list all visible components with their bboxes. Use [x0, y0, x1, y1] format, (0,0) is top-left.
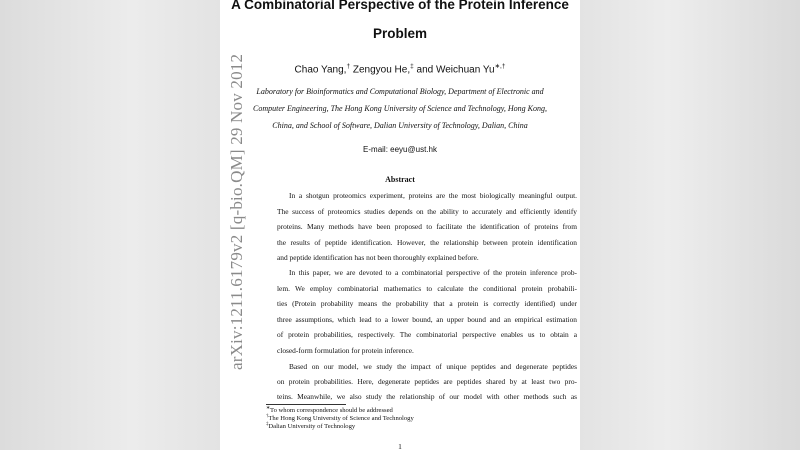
body-line: of protein probabilities, respectively. The combinatorial perspective enables us to obtain a — [277, 330, 577, 339]
arxiv-identifier-stamp: arXiv:1211.6179v2 [q-bio.QM] 29 Nov 2012 — [227, 53, 246, 370]
affiliation-line-3: China, and School of Software, Dalian University of Technology, Dalian, China — [272, 121, 528, 130]
body-line: The success of proteomics studies depends on the ability to accurately and efficiently identify — [277, 207, 577, 216]
author-3: and Weichuan Yu — [413, 64, 495, 76]
affiliation-line-1: Laboratory for Bioinformatics and Computational Biology, Department of Electronic and — [256, 87, 544, 96]
body-line: the results of peptide identification. However, the relationship between protein identification — [277, 238, 577, 247]
author-1: Chao Yang, — [294, 64, 347, 76]
body-line: In this paper, we are devoted to a combinatorial perspective of the protein inference prob- — [289, 268, 577, 277]
author-list — [220, 62, 580, 75]
author-3-mark: ∗,† — [494, 63, 506, 70]
page-number: 1 — [398, 442, 402, 450]
author-2-mark: ‡ — [410, 63, 414, 70]
affiliation-line-2: Computer Engineering, The Hong Kong University of Science and Technology, Hong Kong, — [253, 104, 547, 113]
background-right — [580, 0, 800, 450]
contact-email: E-mail: eeyu@ust.hk — [363, 145, 437, 154]
body-line: proteins. Many methods have been proposed to facilitate the identification of proteins from — [277, 222, 577, 231]
paper-title-line-1: A Combinatorial Perspective of the Protein Inference — [231, 0, 569, 12]
body-line: lem. We employ combinatorial mathematics to calculate the conditional protein probabili- — [277, 284, 577, 293]
author-2: Zengyou He, — [350, 64, 411, 76]
paper-page — [220, 0, 580, 450]
author-1-mark: † — [346, 63, 351, 70]
body-line: In a shotgun proteomics experiment, proteins are the most biologically meaningful output. — [289, 191, 577, 200]
footnote-3-text: Dalian University of Technology — [268, 423, 356, 431]
body-line: teins. Meanwhile, we also study the relationship of our model with other methods such as — [277, 392, 577, 401]
body-line: three assumptions, which lead to a lower bound, an upper bound and an empirical estimation — [277, 315, 577, 324]
paper-title-line-2: Problem — [372, 26, 427, 41]
footnote-1-mark: ∗ — [266, 406, 271, 411]
footnote-3 — [266, 422, 355, 430]
footnote-1-text: To whom correspondence should be addressed — [270, 407, 393, 415]
body-line: and peptide identification has not been thoroughly explained before. — [277, 253, 479, 262]
body-line: on protein probabilities. Here, degenerate peptides are peptides shared by at least two pro- — [277, 377, 577, 386]
body-line: Based on our model, we study the impact of unique peptides and degenerate peptides — [289, 362, 577, 371]
footnote-divider — [266, 404, 346, 405]
footnote-1 — [266, 406, 393, 414]
footnote-2-text: The Hong Kong University of Science and Technology — [268, 415, 414, 423]
abstract-heading: Abstract — [385, 175, 415, 184]
body-line: closed-form formulation for protein inference. — [277, 346, 414, 355]
body-line: ties (Protein probability means the probability that a protein is correctly identified) under — [277, 299, 577, 308]
footnote-2 — [266, 414, 414, 422]
background-left — [0, 0, 220, 450]
footnote-2-mark: † — [266, 414, 269, 419]
footnote-3-mark: ‡ — [266, 422, 269, 427]
